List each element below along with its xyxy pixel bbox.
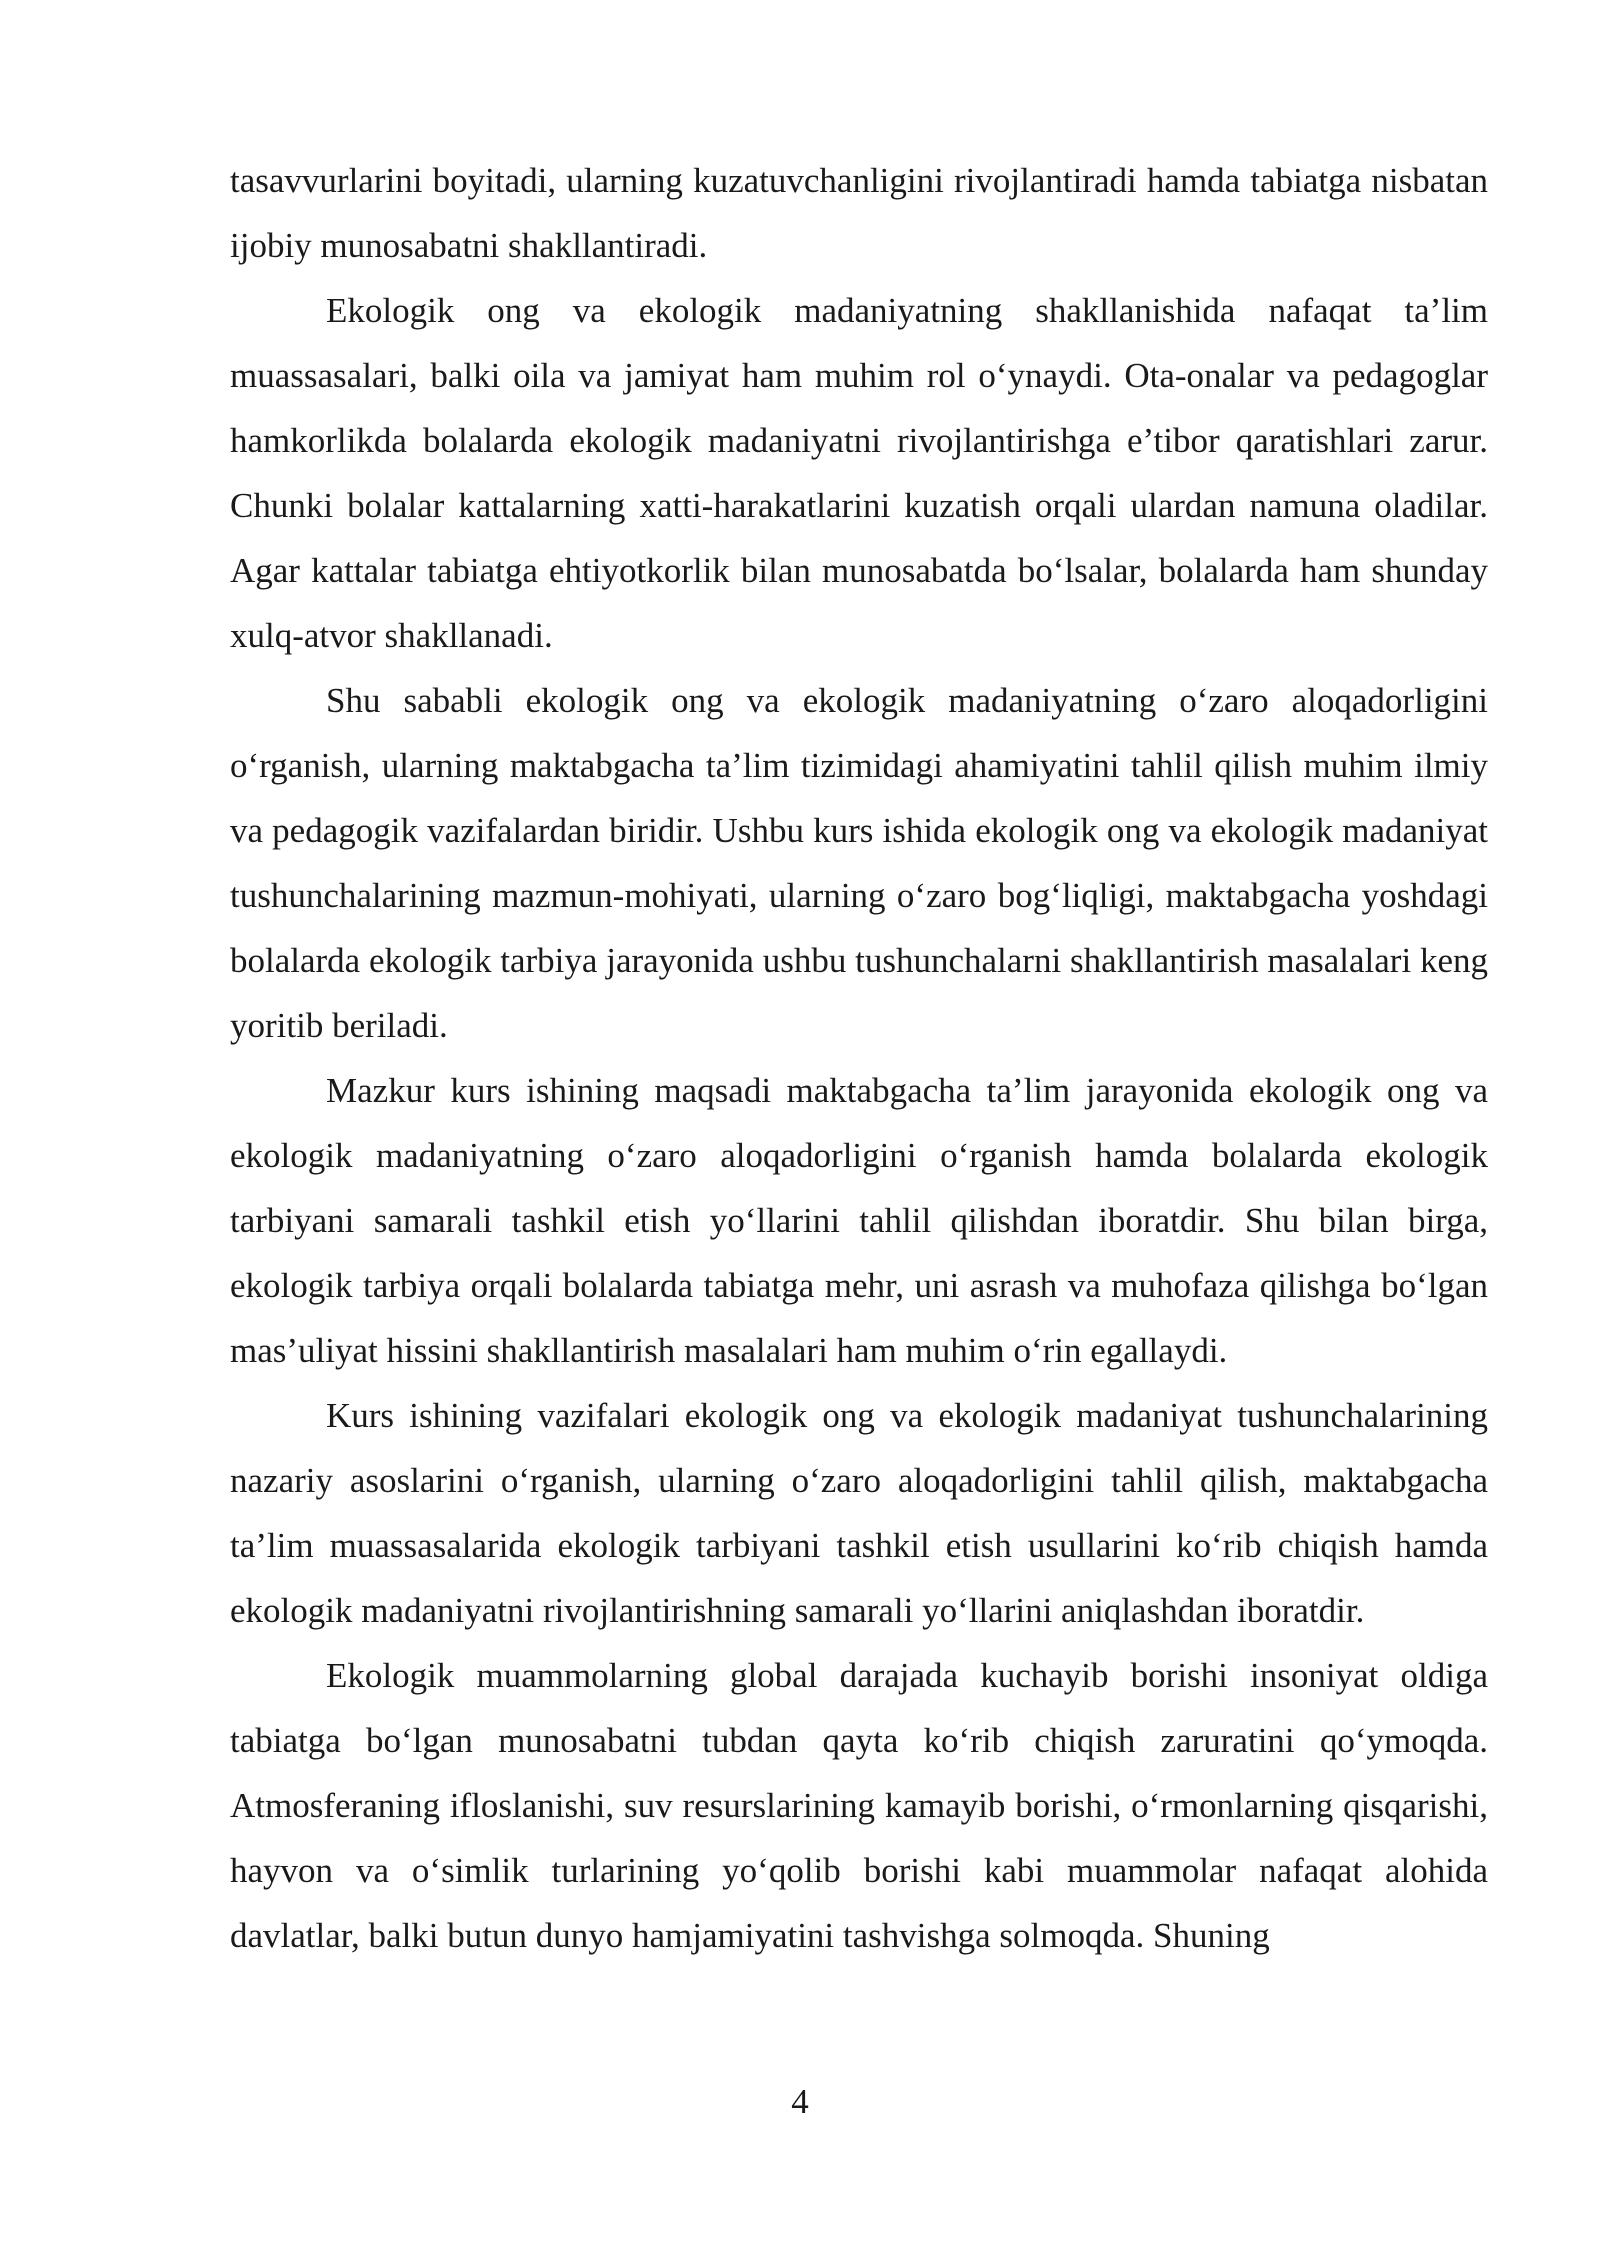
page-number: 4 — [791, 2082, 809, 2121]
paragraph-continuation: tasavvurlarini boyitadi, ularning kuzatuvchanligini rivojlantiradi hamda tabiatga nisbatan ijobiy munosabatni shakllantiradi. — [230, 161, 1488, 265]
document-body — [230, 148, 1488, 1968]
paragraph: Ekologik muammolarning global darajada kuchayib borishi insoniyat oldiga tabiatga bo‘lgan munosabatni tubdan qayta ko‘rib chiqish zaruratini qo‘ymoqda. Atmosferaning ifloslanishi, suv resurslarining kamayib borishi, o‘rmonlarning qisqarishi, hayvon va o‘simlik turlarining yo‘qolib borishi kabi muammolar nafaqat alohida davlatlar, balki butun dunyo hamjamiyatini tashvishga solmoqda. Shuning — [230, 1656, 1488, 1955]
paragraph: Kurs ishining vazifalari ekologik ong va ekologik madaniyat tushunchalarining nazariy asoslarini o‘rganish, ularning o‘zaro aloqadorligini tahlil qilish, maktabgacha ta’lim muassasalarida ekologik tarbiyani tashkil etish usullarini ko‘rib chiqish hamda ekologik madaniyatni rivojlantirishning samarali yo‘llarini aniqlashdan iboratdir. — [230, 1396, 1488, 1630]
paragraph: Shu sababli ekologik ong va ekologik madaniyatning o‘zaro aloqadorligini o‘rganish, ularning maktabgacha ta’lim tizimidagi ahamiyatini tahlil qilish muhim ilmiy va pedagogik vazifalardan biridir. Ushbu kurs ishida ekologik ong va ekologik madaniyat tushunchalarining mazmun-mohiyati, ularning o‘zaro bog‘liqligi, maktabgacha yoshdagi bolalarda ekologik tarbiya jarayonida ushbu tushunchalarni shakllantirish masalalari keng yoritib beriladi. — [230, 681, 1488, 1045]
paragraph: Ekologik ong va ekologik madaniyatning shakllanishida nafaqat ta’lim muassasalari, balki oila va jamiyat ham muhim rol o‘ynaydi. Ota-onalar va pedagoglar hamkorlikda bolalarda ekologik madaniyatni rivojlantirishga e’tibor qaratishlari zarur. Chunki bolalar kattalarning xatti-harakatlarini kuzatish orqali ulardan namuna oladilar. Agar kattalar tabiatga ehtiyotkorlik bilan munosabatda bo‘lsalar, bolalarda ham shunday xulq-atvor shakllanadi. — [230, 291, 1488, 655]
paragraph: Mazkur kurs ishining maqsadi maktabgacha ta’lim jarayonida ekologik ong va ekologik madaniyatning o‘zaro aloqadorligini o‘rganish hamda bolalarda ekologik tarbiyani samarali tashkil etish yo‘llarini tahlil qilishdan iboratdir. Shu bilan birga, ekologik tarbiya orqali bolalarda tabiatga mehr, uni asrash va muhofaza qilishga bo‘lgan mas’uliyat hissini shakllantirish masalalari ham muhim o‘rin egallaydi. — [230, 1071, 1488, 1370]
